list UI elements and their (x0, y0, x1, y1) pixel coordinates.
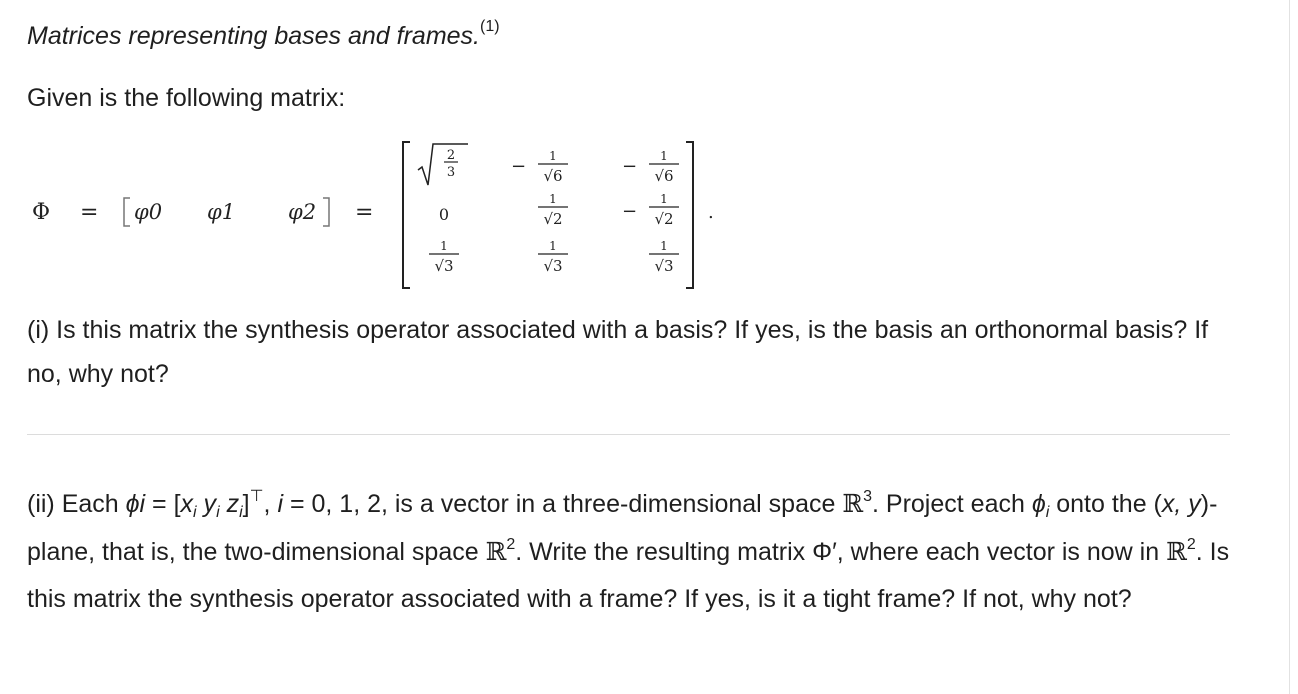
phi-symbol: Φ (32, 200, 51, 225)
matrix-cell-2-2 (649, 239, 679, 275)
intro-text: Given is the following matrix: (27, 84, 346, 112)
row-vector-left-bracket (124, 198, 130, 226)
cell-2-2-num: 1 (660, 239, 668, 253)
cell-1-1-den: √2 (543, 210, 563, 228)
cell-0-2-sign: − (622, 156, 638, 177)
equals-sign-1: = (80, 200, 99, 225)
matrix-cell-1-2 (622, 192, 679, 228)
cell-1-2-den: √2 (654, 210, 674, 228)
row-vector-entry-2: φ2 (288, 200, 317, 224)
cell-0-2-den: √6 (654, 167, 674, 185)
matrix-cell-1-0: 0 (438, 205, 450, 224)
cell-0-1-den: √6 (543, 167, 563, 185)
matrix-left-bracket (403, 142, 410, 288)
cell-0-1-num: 1 (549, 149, 557, 163)
cell-0-1-sign: − (511, 156, 527, 177)
cell-2-1-num: 1 (549, 239, 557, 253)
equals-sign-2: = (355, 200, 374, 225)
section-title (27, 18, 500, 51)
cell-1-2-sign: − (622, 201, 638, 222)
question-2: (ii) Each $\phi i = [x_i$ $y_i$ $z_i]^⊤$, i = 0, 1, 2, is a vector in a three-dimensional space ℝ$^3$. Project each $\phi_i$ onto the (x, y)-plane, that is, the two-dimensional space ℝ$^2$. Write the resulting matrix Φ′, where each vector is now in ℝ$^2$. Is this matrix the synthesis operator associated with a frame? If yes, is it a tight frame? If not, why not? (27, 488, 1230, 613)
title-text: Matrices representing bases and frames. (27, 22, 480, 50)
cell-2-1-den: √3 (543, 257, 563, 275)
matrix-equation (0, 130, 760, 300)
cell-0-0-num: 2 (446, 148, 456, 163)
cell-2-0-num: 1 (440, 239, 448, 253)
matrix-cell-0-2 (622, 149, 679, 185)
row-vector-entry-1: φ1 (207, 200, 236, 224)
matrix-right-bracket (686, 142, 693, 288)
question-1: (i) Is this matrix the synthesis operator associated with a basis? If yes, is the basis an orthonormal basis? If no, why not? (27, 316, 1209, 388)
equation-period: . (708, 202, 714, 223)
cell-1-2-num: 1 (660, 192, 668, 206)
matrix-cell-1-1 (538, 192, 568, 228)
section-divider (27, 434, 1230, 435)
row-vector-entry-0: φ0 (134, 200, 163, 224)
cell-0-0-den: 3 (446, 165, 456, 180)
cell-1-1-num: 1 (549, 192, 557, 206)
cell-2-2-den: √3 (654, 257, 674, 275)
matrix-cell-0-1 (511, 149, 568, 185)
matrix-cell-0-0 (418, 144, 468, 185)
right-border (1289, 0, 1290, 694)
matrix-cell-2-1 (538, 239, 568, 275)
cell-2-0-den: √3 (434, 257, 454, 275)
matrix-cell-2-0 (429, 239, 459, 275)
footnote-ref[interactable]: (1) (480, 18, 500, 35)
cell-0-2-num: 1 (660, 149, 668, 163)
row-vector-right-bracket (323, 198, 329, 226)
